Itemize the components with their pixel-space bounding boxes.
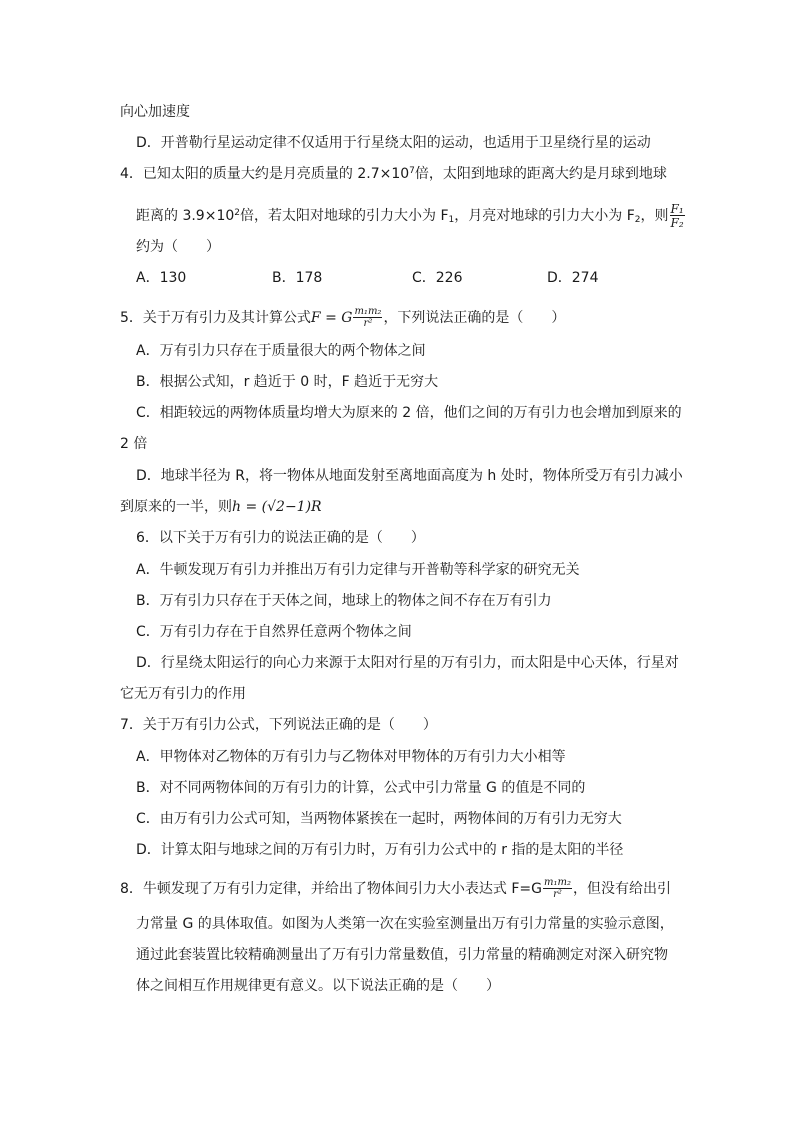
gravity-formula: F = G <box>310 310 353 326</box>
q8-line-1: 8．牛顿发现了万有引力定律，并给出了物体间引力大小表达式 F=G $\frac{\text{m₁m₂}}{\text{r²}}$ ，但没有给出引 <box>120 877 671 900</box>
q5-option-d-2: 到原来的一半，则h = (√2−1)R <box>120 499 322 515</box>
q4-line-1: 4．已知太阳的质量大约是月亮质量的 $2.7\times 10^7$倍，太阳到地球的距离大约是月球到地球 <box>120 166 667 182</box>
q8-line-4: 体之间相互作用规律更有意义。以下说法正确的是（ ） <box>136 978 500 994</box>
ratio-fraction: $\frac{\text{F₁}}{\text{F₂}}$ <box>670 202 684 230</box>
q7-option-d: D．计算太阳与地球之间的万有引力时，万有引力公式中的 r 指的是太阳的半径 <box>136 842 624 858</box>
q8-line-2: 力常量 G 的具体取值。如图为人类第一次在实验室测量出万有引力常量的实验示意图， <box>136 916 674 932</box>
q5-option-c-2: 2 倍 <box>120 436 148 452</box>
q7-option-b: B．对不同两物体间的万有引力的计算，公式中引力常量 G 的值是不同的 <box>136 780 586 796</box>
q6-option-d-2: 它无万有引力的作用 <box>120 686 246 702</box>
q7-stem: 7．关于万有引力公式，下列说法正确的是（ ） <box>120 717 437 733</box>
q6-option-b: B．万有引力只存在于天体之间，地球上的物体之间不存在万有引力 <box>136 593 552 609</box>
q5-option-c-1: C．相距较远的两物体质量均增大为原来的 2 倍，他们之间的万有引力也会增加到原来的 <box>136 405 682 421</box>
q3-option-c-tail: 向心加速度 <box>120 104 190 120</box>
q8-line-3: 通过此套装置比较精确测量出了万有引力常量数值，引力常量的精确测定对深入研究物 <box>136 947 668 963</box>
q4-line-3: 约为（ ） <box>136 239 220 255</box>
q6-option-c: C．万有引力存在于自然界任意两个物体之间 <box>136 624 412 640</box>
q7-option-c: C．由万有引力公式可知，当两物体紧挨在一起时，两物体间的万有引力无穷大 <box>136 811 622 827</box>
height-formula: h = (√2−1)R <box>232 499 322 515</box>
q6-option-d-1: D．行星绕太阳运行的向心力来源于太阳对行星的万有引力，而太阳是中心天体，行星对 <box>136 655 679 671</box>
q4-option-c: C．226 <box>412 270 463 286</box>
q4-option-b: B．178 <box>272 270 323 286</box>
q5-option-a: A．万有引力只存在于质量很大的两个物体之间 <box>136 343 426 359</box>
gravity-fraction-2: $\frac{\text{m₁m₂}}{\text{r²}}$ <box>544 877 571 900</box>
q3-option-d: D．开普勒行星运动定律不仅适用于行星绕太阳的运动，也适用于卫星绕行星的运动 <box>136 135 651 151</box>
q7-option-a: A．甲物体对乙物体的万有引力与乙物体对甲物体的万有引力大小相等 <box>136 749 566 765</box>
q6-option-a: A．牛顿发现万有引力并推出万有引力定律与开普勒等科学家的研究无关 <box>136 562 580 578</box>
q4-option-a: A．130 <box>136 270 187 286</box>
q5-option-d-1: D．地球半径为 R，将一物体从地面发射至离地面高度为 h 处时，物体所受万有引力减小 <box>136 468 683 484</box>
q4-option-d: D．274 <box>547 270 599 286</box>
q4-line-2: 距离的 $3.9\times 10^2$倍，若太阳对地球的引力大小为 $F_1$，月亮对地球的引力大小为 $F_2$，则 $\frac{\text{F₁}}{\text{F₂}}$ <box>136 202 684 230</box>
q4-options <box>0 268 794 288</box>
q6-stem: 6．以下关于万有引力的说法正确的是（ ） <box>136 530 425 546</box>
gravity-fraction: $\frac{\text{m₁m₂}}{\text{r²}}$ <box>354 306 382 329</box>
q5-option-b: B．根据公式知，r 趋近于 0 时，F 趋近于无穷大 <box>136 374 439 390</box>
q5-stem: 5．关于万有引力及其计算公式F = G $\frac{\text{m₁m₂}}{\text{r²}}$ ，下列说法正确的是（ ） <box>120 306 566 329</box>
